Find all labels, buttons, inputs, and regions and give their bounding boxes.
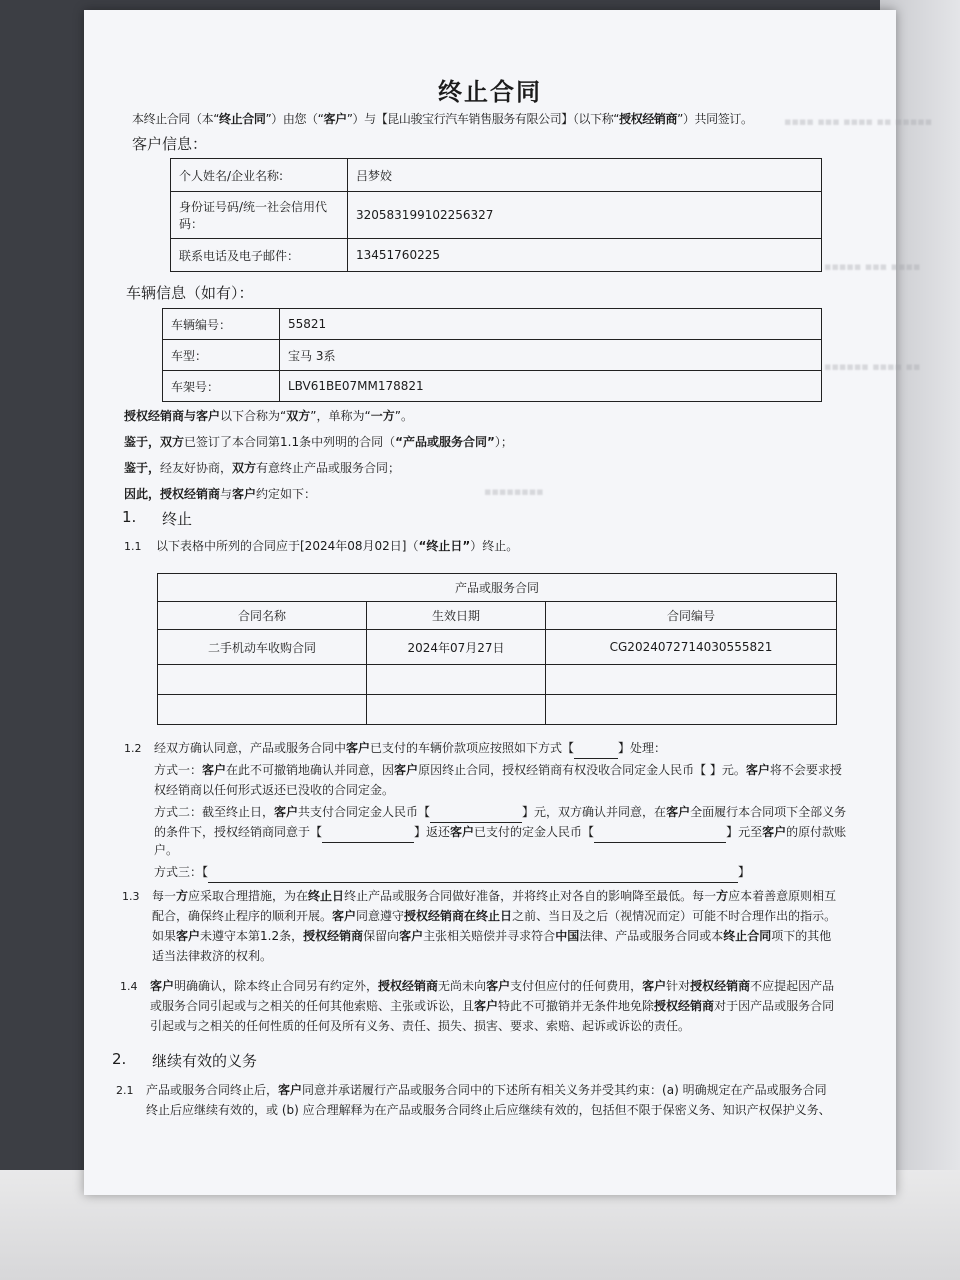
section-2-number: 2. xyxy=(112,1050,127,1068)
vehicle-info-table xyxy=(162,308,822,402)
whereas-clause-1: 鉴于，双方已签订了本合同第1.1条中列明的合同（“产品或服务合同”）； xyxy=(124,435,513,449)
clause-1-4-line: 引起或与之相关的任何性质的任何及所有义务、责任、损失、损害、要求、索赔、起诉或诉讼的责任。 xyxy=(150,1019,691,1033)
column-header: 合同名称 xyxy=(158,602,367,630)
clause-2-1-line: 终止后应继续有效的，或 (b) 应合理解释为在产品或服务合同终止后应继续有效的，包括但不限于保密义务、知识产权保护义务、 xyxy=(146,1103,831,1117)
table-cell-label: 车架号： xyxy=(163,371,280,402)
blank-field xyxy=(322,822,414,843)
customer-info-heading: 客户信息： xyxy=(132,135,208,153)
clause-2-1-line: 产品或服务合同终止后，客户同意并承诺履行产品或服务合同中的下述所有相关义务并受其约束：(a) 明确规定在产品或服务合同 xyxy=(146,1083,827,1097)
blank-field xyxy=(594,822,726,843)
blank-field xyxy=(430,802,522,823)
clause-1-3-line: 配合，确保终止程序的顺利开展。客户同意遵守授权经销商在终止日之前、当日及之后（视情况而定）可能不时合理作出的指示。 xyxy=(152,909,837,923)
table-cell: CG2024072714030555821 xyxy=(546,630,837,665)
clause-1-2-line: 的条件下，授权经销商同意于【 】返还客户已支付的定金人民币【 】元至客户的原付款账 xyxy=(154,822,846,843)
customer-info-table xyxy=(170,158,822,272)
party-definition: 授权经销商与客户以下合称为“双方”，单称为“一方”。 xyxy=(124,409,413,423)
table-cell xyxy=(367,665,546,695)
table-cell-value: 宝马 3系 xyxy=(280,340,822,371)
table-cell-label: 车辆编号： xyxy=(163,309,280,340)
table-cell-label: 车型： xyxy=(163,340,280,371)
clause-number: 1.4 xyxy=(120,980,138,993)
clause-number: 1.1 xyxy=(124,540,142,553)
table-row xyxy=(158,695,837,725)
bleed-through: ▪▪▪▪▪ ▪▪▪ ▪▪▪▪ xyxy=(824,260,921,273)
clause-number: 2.1 xyxy=(116,1084,134,1097)
table-cell-value: 320583199102256327 xyxy=(348,192,822,239)
table-row xyxy=(158,630,837,665)
table-cell-label: 身份证号码/统一社会信用代码： xyxy=(171,192,348,239)
clause-1-2-line: 方式一：客户在此不可撤销地确认并同意，因客户原因终止合同，授权经销商有权没收合同定金人民币【 】元。客户将不会要求授 xyxy=(154,763,842,777)
bleed-through: ▪▪▪▪ ▪▪▪ ▪▪▪▪ ▪▪ ▪▪▪▪▪ xyxy=(784,115,933,128)
clause-1-1-text: 以下表格中所列的合同应于[2024年08月02日]（“终止日”）终止。 xyxy=(156,539,519,553)
bleed-through: ▪▪▪▪▪▪ ▪▪▪▪ ▪▪ xyxy=(824,360,921,373)
bleed-through: ▪▪▪▪▪▪▪▪ xyxy=(484,485,544,498)
clause-1-2-line: 户。 xyxy=(154,843,179,857)
table-row xyxy=(163,309,822,340)
clause-1-2-line: 方式二：截至终止日，客户共支付合同定金人民币【 】元，双方确认并同意，在客户全面履行本合同项下全部义务 xyxy=(154,802,846,823)
table-row xyxy=(158,665,837,695)
table-cell xyxy=(367,695,546,725)
table-cell xyxy=(158,665,367,695)
table-cell: 2024年07月27日 xyxy=(367,630,546,665)
table-row xyxy=(163,371,822,402)
table-cell-value: 13451760225 xyxy=(348,239,822,272)
clause-1-2-line: 权经销商以任何形式返还已没收的合同定金。 xyxy=(154,783,395,797)
clause-1-2-line: 经双方确认同意，产品或服务合同中客户已支付的车辆价款项应按照如下方式【 】处理： xyxy=(154,738,666,759)
blank-field xyxy=(574,738,618,759)
blank-field xyxy=(208,862,738,883)
table-cell-value: 吕梦姣 xyxy=(348,159,822,192)
section-2-title: 继续有效的义务 xyxy=(152,1052,258,1070)
clause-1-2-line: 方式三：【 】 xyxy=(154,862,750,883)
table-cell-value: 55821 xyxy=(280,309,822,340)
table-caption-row xyxy=(158,574,837,602)
clause-number: 1.2 xyxy=(124,742,142,755)
table-row xyxy=(171,239,822,272)
table-cell-value: LBV61BE07MM178821 xyxy=(280,371,822,402)
clause-1-4-line: 或服务合同引起或与之相关的任何其他索赔、主张或诉讼，且客户特此不可撤销并无条件地免除授权经销商对于因产品或服务合同 xyxy=(150,999,835,1013)
table-cell: 二手机动车收购合同 xyxy=(158,630,367,665)
whereas-clause-2: 鉴于，经友好协商，双方有意终止产品或服务合同； xyxy=(124,461,401,475)
table-caption: 产品或服务合同 xyxy=(158,574,837,602)
therefore-clause: 因此，授权经销商与客户约定如下： xyxy=(124,487,317,501)
table-cell-label: 联系电话及电子邮件： xyxy=(171,239,348,272)
contract-table xyxy=(157,573,837,725)
table-cell xyxy=(546,695,837,725)
table-row xyxy=(171,192,822,239)
intro-paragraph: 本终止合同（本“终止合同”）由您（“客户”）与【昆山骏宝行汽车销售服务有限公司】（以下称“授权经销商”）共同签订。 xyxy=(132,112,753,126)
clause-1-4-line: 客户明确确认，除本终止合同另有约定外，授权经销商无尚未向客户支付但应付的任何费用，客户针对授权经销商不应提起因产品 xyxy=(150,979,835,993)
section-1-title: 终止 xyxy=(162,510,193,528)
clause-1-3-line: 适当法律救济的权利。 xyxy=(152,949,273,963)
vehicle-info-heading: 车辆信息（如有）： xyxy=(126,284,254,302)
table-row xyxy=(163,340,822,371)
table-row xyxy=(171,159,822,192)
section-1-number: 1. xyxy=(122,508,137,526)
clause-1-3-line: 如果客户未遵守本第1.2条，授权经销商保留向客户主张相关赔偿并寻求符合中国法律、产品或服务合同或本终止合同项下的其他 xyxy=(152,929,832,943)
clause-1-3-line: 每一方应采取合理措施，为在终止日终止产品或服务合同做好准备，并将终止对各自的影响降至最低。每一方应本着善意原则相互 xyxy=(152,889,837,903)
column-header: 生效日期 xyxy=(367,602,546,630)
table-cell xyxy=(546,665,837,695)
column-header: 合同编号 xyxy=(546,602,837,630)
table-cell xyxy=(158,695,367,725)
table-cell-label: 个人姓名/企业名称: xyxy=(171,159,348,192)
table-header-row xyxy=(158,602,837,630)
clause-number: 1.3 xyxy=(122,890,140,903)
document-title: 终止合同 xyxy=(438,78,542,106)
document-page xyxy=(84,10,933,1195)
